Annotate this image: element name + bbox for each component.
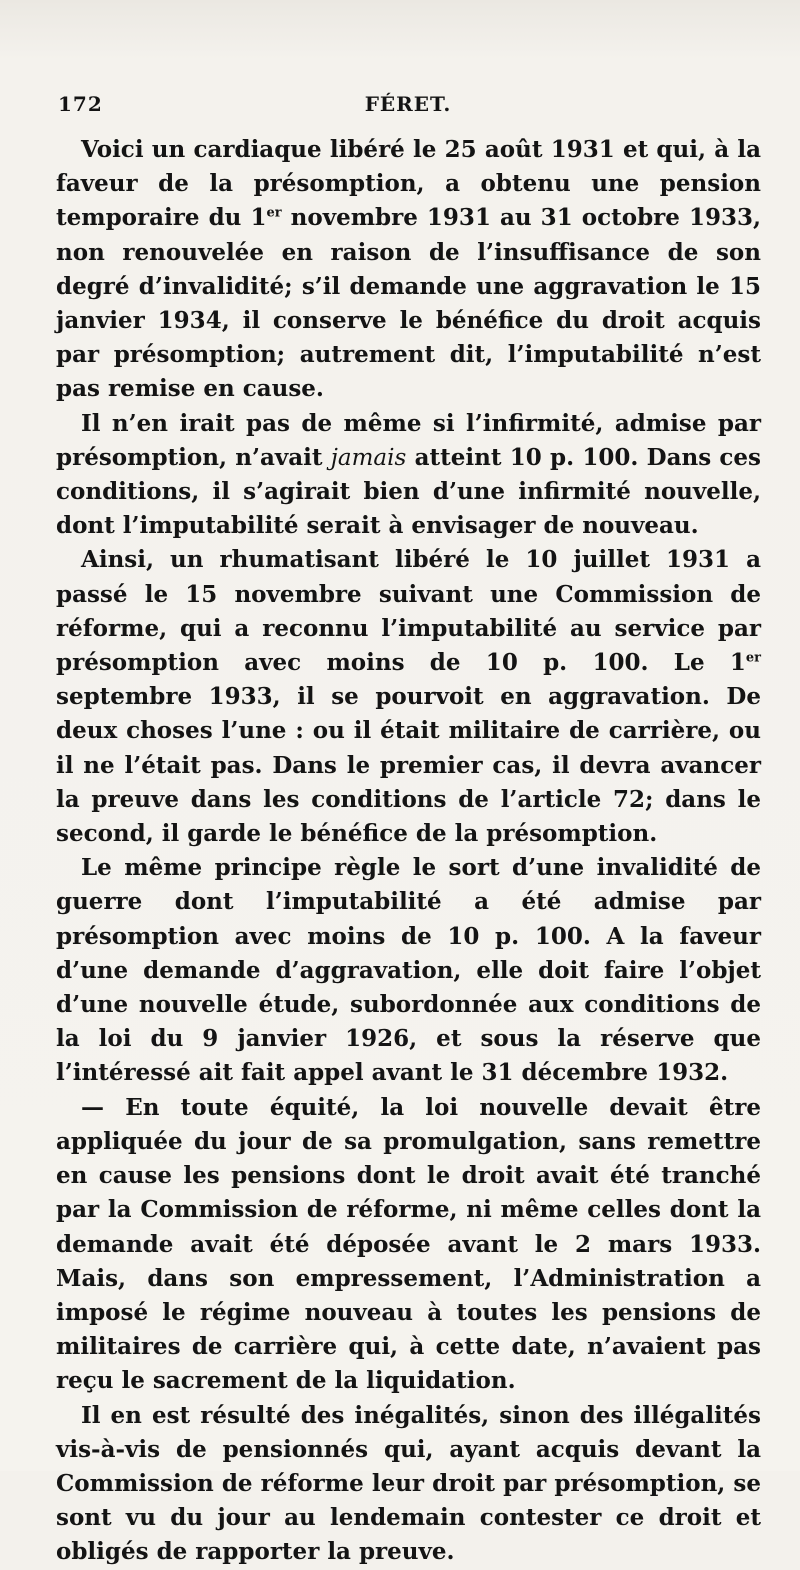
- paragraph-2: Il n’en irait pas de même si l’infirmité, admise par présomption, n’avait jamais atteint 10 p. 100. Dans ces conditions, il s’agirait bien d’une infirmité nouvelle, dont l’imputabilité serait à envisager de nouveau.: [56, 409, 762, 540]
- page-number: 172: [58, 92, 103, 116]
- emphasis: jamais: [330, 444, 407, 471]
- paragraph-6: Il en est résulté des inégalités, sinon des illégalités vis-à-vis de pensionnés qui, ayant acquis devant la Commission de réforme leur droit par présomption, se sont vu du jour au lendemain contester ce droit et obligés de rapporter la preuve.: [56, 1401, 761, 1566]
- ordinal-suffix: er: [266, 205, 282, 221]
- body-text: [56, 133, 761, 1570]
- paragraph-1: Voici un cardiaque libéré le 25 août 1931 et qui, à la faveur de la présomption, a obtenu une pension temporaire du 1er novembre 1931 au 31 octobre 1933, non renouvelée en raison de l’insuffisance de son degré d’invalidité; s’il demande une aggravation le 15 janvier 1934, il conserve le bénéfice du droit acquis par présomption; autrement dit, l’imputabilité n’est pas remise en cause.: [56, 136, 761, 403]
- paragraph-5: — En toute équité, la loi nouvelle devait être appliquée du jour de sa promulgation, sans remettre en cause les pensions dont le droit avait été tranché par la Commission de réforme, ni même celles dont la demande avait été déposée avant le 2 mars 1933. Mais, dans son empressement, l’Administration a imposé le régime nouveau à toutes les pensions de militaires de carrière qui, à cette date, n’avaient pas reçu le sacrement de la liquidation.: [56, 1093, 761, 1395]
- paragraph-3: Ainsi, un rhumatisant libéré le 10 juillet 1931 a passé le 15 novembre suivant une Commission de réforme, qui a reconnu l’imputabilité au service par présomption avec moins de 10 p. 100. Le 1er septembre 1933, il se pourvoit en aggravation. De deux choses l’une : ou il était militaire de carrière, ou il ne l’était pas. Dans le premier cas, il devra avancer la preuve dans les conditions de l’article 72; dans le second, il garde le bénéfice de la présomption.: [56, 546, 761, 848]
- ordinal-suffix: er: [745, 650, 761, 666]
- running-head: FÉRET.: [364, 92, 452, 116]
- paragraph-4: Le même principe règle le sort d’une invalidité de guerre dont l’imputabilité a été admise par présomption avec moins de 10 p. 100. A la faveur d’une demande d’aggravation, elle doit faire l’objet d’une nouvelle étude, subordonnée aux conditions de la loi du 9 janvier 1926, et sous la réserve que l’intéressé ait fait appel avant le 31 décembre 1932.: [56, 854, 761, 1087]
- page-header: [58, 92, 758, 120]
